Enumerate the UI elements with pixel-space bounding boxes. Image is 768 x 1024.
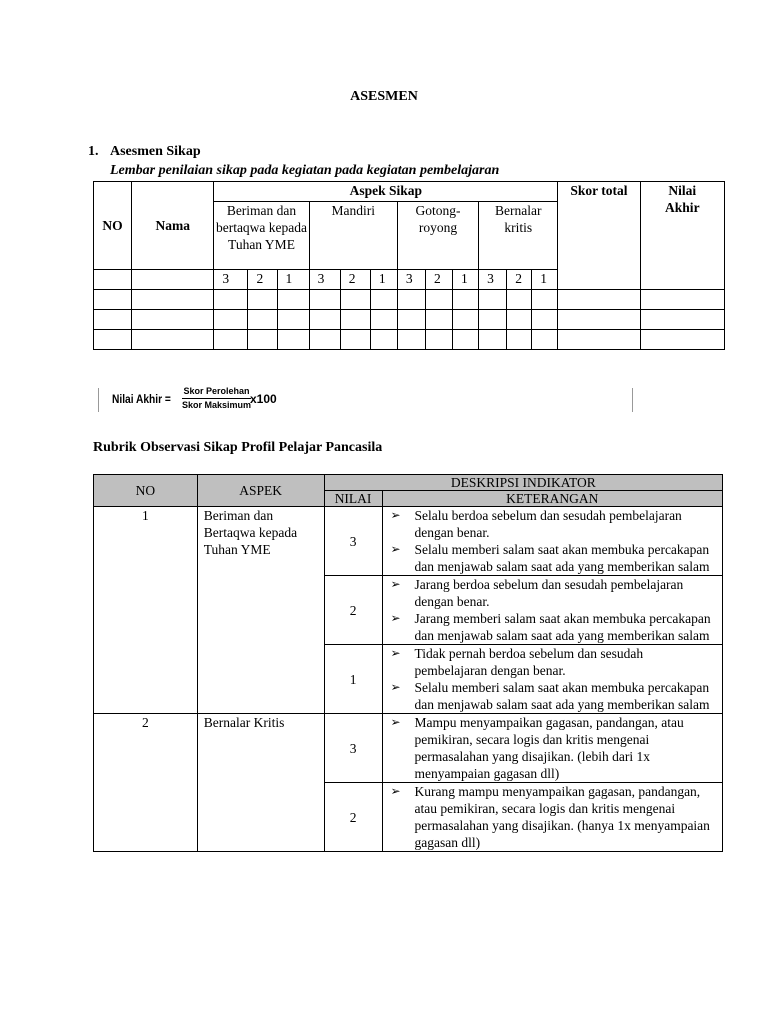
rubric-aspek: Bernalar Kritis	[197, 714, 324, 852]
col-nilai-header: Nilai Akhir	[640, 182, 724, 290]
score-2: 2	[248, 270, 277, 290]
score-3: 3	[479, 270, 507, 290]
table-row	[94, 714, 723, 783]
section-2-heading: Rubrik Observasi Sikap Profil Pelajar Pancasila	[93, 440, 383, 455]
list-item: ➢ Mampu menyampaikan gagasan, pandangan, atau pemikiran, secara logis dan kritis mengenai permasalahan yang disajikan. (lebih dari 1x menyampaian gagasan dll)	[415, 714, 718, 782]
score-1: 1	[532, 270, 558, 290]
col-no-header: NO	[94, 182, 132, 270]
score-1: 1	[370, 270, 397, 290]
list-item: ➢ Kurang mampu menyampaikan gagasan, pandangan, atau pemikiran, secara logis dan kritis mengenai permasalahan yang disajikan. (hanya 1x menyampaian gagasan dll)	[415, 783, 718, 851]
formula-numerator: Skor Perolehan	[183, 386, 250, 396]
aspect-mandiri: Mandiri	[309, 202, 397, 270]
formula-left-border	[98, 388, 99, 412]
score-3: 3	[397, 270, 425, 290]
section-1-number: 1.	[88, 144, 99, 159]
rubric-table	[93, 474, 723, 852]
rubric-nilai: 2	[324, 783, 382, 852]
rubric-no: 1	[94, 507, 198, 714]
rubric-aspek: Beriman dan Bertaqwa kepada Tuhan YME	[197, 507, 324, 714]
aspect-gotong-royong: Gotong-royong	[397, 202, 478, 270]
score-3: 3	[214, 270, 248, 290]
rubric-col-keterangan: KETERANGAN	[382, 491, 722, 507]
rubric-col-deskripsi: DESKRIPSI INDIKATOR	[324, 475, 722, 491]
formula-right-border	[632, 388, 633, 412]
score-2: 2	[425, 270, 452, 290]
list-item: ➢ Jarang berdoa sebelum dan sesudah pembelajaran dengan benar.	[415, 576, 718, 610]
table-row	[94, 507, 723, 576]
score-2: 2	[340, 270, 370, 290]
section-1-title: Asesmen Sikap	[110, 144, 201, 159]
formula-multiplier: x100	[250, 392, 277, 406]
list-item: ➢ Tidak pernah berdoa sebelum dan sesudah pembelajaran dengan benar.	[415, 645, 718, 679]
formula-label: Nilai Akhir =	[112, 392, 171, 406]
aspect-bernalar-kritis: Bernalar kritis	[479, 202, 558, 270]
attitude-assessment-table	[93, 181, 725, 350]
list-item: ➢ Selalu berdoa sebelum dan sesudah pembelajaran dengan benar.	[415, 507, 718, 541]
score-3: 3	[309, 270, 340, 290]
table-row	[94, 330, 725, 350]
list-item: ➢ Selalu memberi salam saat akan membuka percakapan dan menjawab salam saat ada yang memberikan salam	[415, 541, 718, 575]
col-skor-header: Skor total	[558, 182, 640, 290]
col-aspek-header: Aspek Sikap	[214, 182, 558, 202]
score-2: 2	[507, 270, 532, 290]
list-item: ➢ Selalu memberi salam saat akan membuka percakapan dan menjawab salam saat ada yang memberikan salam	[415, 679, 718, 713]
rubric-col-aspek: ASPEK	[197, 475, 324, 507]
rubric-no: 2	[94, 714, 198, 852]
formula-fraction	[182, 386, 251, 411]
rubric-nilai: 1	[324, 645, 382, 714]
rubric-col-nilai: NILAI	[324, 491, 382, 507]
section-1-subheading: Lembar penilaian sikap pada kegiatan pada kegiatan pembelajaran	[110, 163, 500, 178]
page-title: ASESMEN	[350, 89, 418, 104]
formula-denominator: Skor Maksimum	[182, 400, 252, 410]
rubric-nilai: 3	[324, 507, 382, 576]
table-row	[94, 310, 725, 330]
section-1-heading	[88, 144, 201, 160]
rubric-nilai: 3	[324, 714, 382, 783]
rubric-nilai: 2	[324, 576, 382, 645]
rubric-col-no: NO	[94, 475, 198, 507]
table-row	[94, 290, 725, 310]
score-1: 1	[453, 270, 479, 290]
list-item: ➢ Jarang memberi salam saat akan membuka percakapan dan menjawab salam saat ada yang memberikan salam	[415, 610, 718, 644]
final-score-formula	[98, 384, 638, 414]
aspect-beriman: Beriman dan bertaqwa kepada Tuhan YME	[214, 202, 309, 270]
score-1: 1	[277, 270, 309, 290]
col-nama-header: Nama	[132, 182, 214, 270]
